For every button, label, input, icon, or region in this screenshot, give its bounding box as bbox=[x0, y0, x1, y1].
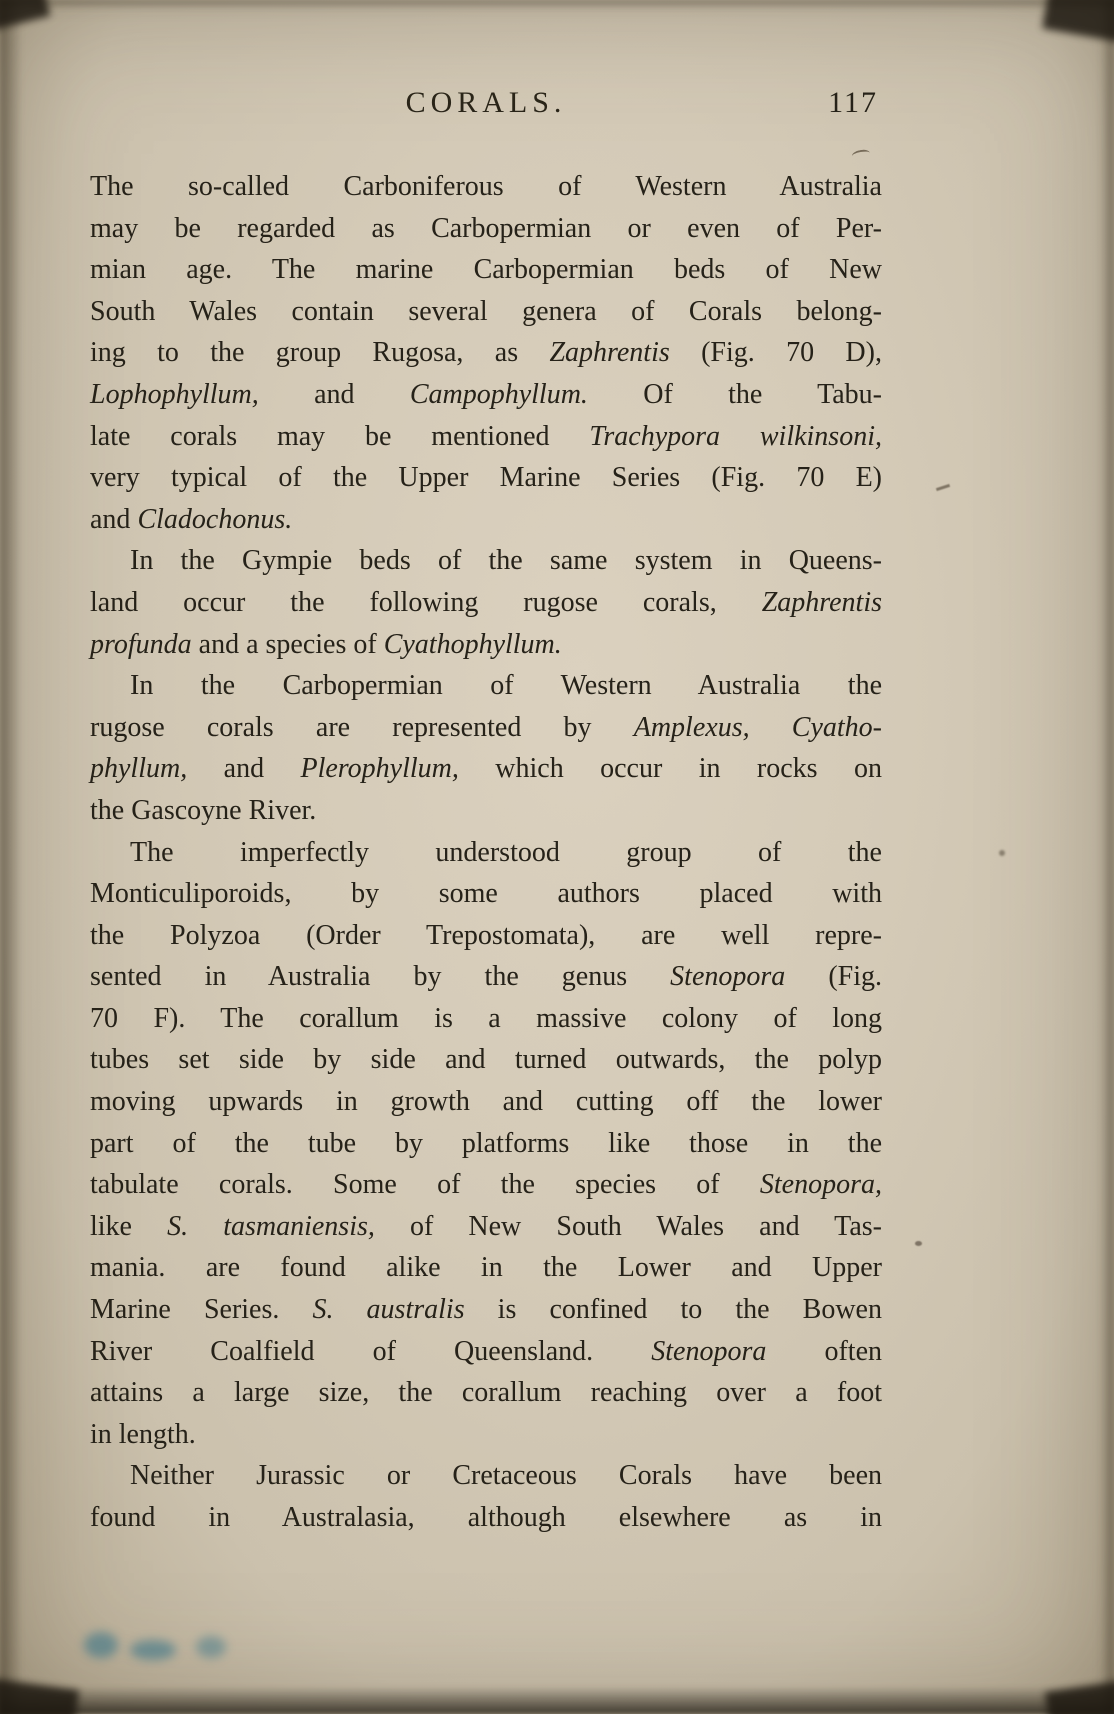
text-segment: the Gascoyne River. bbox=[90, 794, 317, 826]
paragraph bbox=[90, 832, 882, 1456]
text-line bbox=[90, 374, 882, 416]
text-line bbox=[90, 332, 882, 374]
scan-edge-top bbox=[0, 0, 1114, 10]
italic-text-segment: S. australis bbox=[312, 1294, 465, 1326]
paragraph bbox=[90, 665, 882, 831]
text-segment: like bbox=[90, 1210, 168, 1242]
italic-text-segment: phyllum, bbox=[90, 753, 188, 785]
italic-text-segment: Cyatho- bbox=[791, 711, 883, 743]
text-line bbox=[90, 1081, 882, 1123]
text-segment: ing to the group Rugosa, as bbox=[90, 337, 550, 369]
italic-text-segment: Stenopora, bbox=[759, 1169, 882, 1201]
text-line bbox=[90, 582, 882, 624]
text-line bbox=[90, 1123, 882, 1165]
text-line bbox=[90, 1414, 882, 1456]
text-segment: Monticuliporoids, by some authors placed with bbox=[90, 878, 882, 910]
text-segment: In the Carbopermian of Western Australia the bbox=[130, 670, 882, 702]
text-line bbox=[90, 1497, 882, 1539]
text-line bbox=[90, 291, 882, 333]
text-line bbox=[90, 790, 882, 832]
text-line bbox=[90, 249, 882, 291]
text-segment: (Fig. 70 D), bbox=[669, 337, 882, 369]
text-line bbox=[90, 956, 882, 998]
text-segment: mian age. The marine Carbopermian beds of New bbox=[90, 254, 882, 286]
text-line bbox=[90, 416, 882, 458]
text-line bbox=[90, 1206, 882, 1248]
text-segment: moving upwards in growth and cutting off the lower bbox=[90, 1086, 882, 1118]
text-line bbox=[90, 166, 882, 208]
italic-text-segment: Stenopora bbox=[651, 1335, 767, 1367]
italic-text-segment: Trachypora wilkinsoni, bbox=[589, 420, 882, 452]
text-segment: found in Australasia, although elsewhere as in bbox=[90, 1502, 882, 1533]
text-segment: mania. are found alike in the Lower and Upper bbox=[90, 1252, 882, 1284]
text-segment: The imperfectly understood group of the bbox=[130, 836, 882, 868]
text-line bbox=[90, 748, 882, 790]
text-line bbox=[90, 1247, 882, 1289]
text-segment: sented in Australia by the genus bbox=[90, 961, 671, 993]
italic-text-segment: profunda bbox=[90, 628, 192, 660]
text-line bbox=[90, 1331, 882, 1373]
text-segment: River Coalfield of Queensland. bbox=[90, 1335, 652, 1367]
text-segment bbox=[750, 712, 792, 743]
scan-edge-left bbox=[0, 0, 22, 1714]
text-segment: which occur in rocks on bbox=[458, 753, 882, 785]
text-segment: South Wales contain several genera of Corals belong- bbox=[90, 295, 882, 327]
text-segment: (Fig. bbox=[785, 961, 882, 993]
text-line bbox=[90, 624, 882, 666]
text-segment: the Polyzoa (Order Trepostomata), are well repre- bbox=[90, 919, 882, 951]
scan-edge-bottom bbox=[0, 1686, 1114, 1714]
italic-text-segment: Campophyllum. bbox=[409, 378, 588, 410]
paragraph bbox=[90, 166, 882, 540]
text-segment: of New South Wales and Tas- bbox=[374, 1210, 882, 1242]
page-number: 117 bbox=[828, 86, 878, 119]
text-line bbox=[90, 499, 882, 541]
text-segment: in length. bbox=[90, 1418, 196, 1450]
text-line bbox=[90, 457, 882, 499]
page-header bbox=[90, 86, 882, 132]
text-segment: land occur the following rugose corals, bbox=[90, 586, 762, 618]
page-body bbox=[90, 166, 882, 1539]
text-segment: In the Gympie beds of the same system in Queens- bbox=[130, 545, 882, 577]
text-segment: Of the Tabu- bbox=[587, 378, 882, 410]
text-segment: may be regarded as Carbopermian or even of Per- bbox=[90, 212, 882, 244]
italic-text-segment: Cyathophyllum. bbox=[383, 628, 562, 660]
text-segment: is confined to the Bowen bbox=[464, 1294, 882, 1326]
text-line bbox=[90, 665, 882, 707]
text-line bbox=[90, 1164, 882, 1206]
text-segment: 70 F). The corallum is a massive colony of long bbox=[90, 1002, 882, 1034]
text-segment: Marine Series. bbox=[90, 1294, 313, 1326]
text-line bbox=[90, 1289, 882, 1331]
text-line bbox=[90, 873, 882, 915]
paragraph bbox=[90, 540, 882, 665]
text-line bbox=[90, 832, 882, 874]
text-segment: and bbox=[90, 503, 138, 535]
text-segment: late corals may be mentioned bbox=[90, 420, 590, 452]
text-segment: Neither Jurassic or Cretaceous Corals have been bbox=[130, 1460, 882, 1492]
text-line bbox=[90, 1039, 882, 1081]
italic-text-segment: Stenopora bbox=[670, 961, 786, 993]
text-line bbox=[90, 1372, 882, 1414]
text-line bbox=[90, 208, 882, 250]
text-line bbox=[90, 707, 882, 749]
paragraph bbox=[90, 1455, 882, 1538]
italic-text-segment: S. tasmaniensis, bbox=[167, 1210, 375, 1242]
text-segment: and bbox=[258, 378, 410, 410]
italic-text-segment: Zaphrentis bbox=[549, 337, 670, 369]
text-segment: often bbox=[766, 1335, 883, 1367]
text-line bbox=[90, 998, 882, 1040]
text-segment: and bbox=[187, 753, 301, 785]
text-segment: rugose corals are represented by bbox=[90, 711, 634, 743]
text-line bbox=[90, 915, 882, 957]
italic-text-segment: Lophophyllum, bbox=[90, 378, 259, 410]
italic-text-segment: Amplexus, bbox=[633, 711, 750, 743]
text-line bbox=[90, 540, 882, 582]
text-segment: tubes set side by side and turned outwards, the polyp bbox=[90, 1044, 882, 1076]
text-segment: attains a large size, the corallum reaching over a foot bbox=[90, 1377, 882, 1409]
italic-text-segment: Zaphrentis bbox=[761, 586, 882, 618]
text-segment: very typical of the Upper Marine Series (Fig. 70 E) bbox=[90, 462, 882, 494]
page-title: CORALS. bbox=[405, 86, 567, 119]
text-segment: part of the tube by platforms like those in the bbox=[90, 1127, 882, 1159]
italic-text-segment: Plerophyllum, bbox=[300, 753, 459, 785]
text-segment: and a species of bbox=[191, 628, 384, 660]
text-segment: The so-called Carboniferous of Western Australia bbox=[90, 171, 882, 202]
italic-text-segment: Cladochonus. bbox=[137, 503, 293, 535]
text-segment: tabulate corals. Some of the species of bbox=[90, 1169, 760, 1201]
scan-edge-right bbox=[1100, 0, 1114, 1714]
text-line bbox=[90, 1455, 882, 1497]
